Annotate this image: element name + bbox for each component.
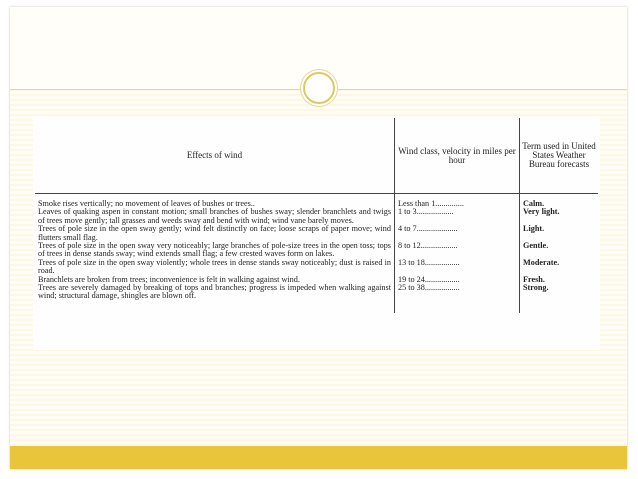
table-row (35, 242, 598, 259)
header-velocity: Wind class, velocity in miles per hour (395, 118, 520, 194)
effect-cell: Trees of pole size in the open sway violently; whole trees in dense stands sway noticeably; dust is raised in road. (38, 257, 391, 276)
velocity-cell: 1 to 3.................. (398, 207, 454, 217)
term-cell: Gentle. (523, 241, 549, 251)
effect-cell: Trees are severely damaged by breaking of tops and branches; progress is impeded when walking against wind; structural damage, shingles are blown off. (38, 283, 391, 301)
term-cell: Moderate. (523, 257, 560, 267)
term-cell: Calm. (523, 199, 545, 208)
term-cell: Light. (523, 224, 545, 234)
velocity-cell: 4 to 7.................... (398, 224, 458, 234)
velocity-cell: Less than 1.............. (398, 199, 464, 208)
table-header-row (35, 118, 598, 194)
slide-footer-band (10, 446, 627, 469)
header-term: Term used in United States Weather Bureau forecasts (520, 118, 599, 194)
effect-cell: Smoke rises vertically; no movement of leaves of bushes or trees.. (38, 199, 255, 208)
effect-cell: Trees of pole size in the open sway very noticeably; large branches of pole-size trees in the open toss; tops of trees in dense stands sway; wind extends small flag; a few crested waves form on lakes. (38, 241, 391, 259)
velocity-cell: 13 to 18................. (398, 257, 460, 267)
term-cell: Very light. (523, 207, 560, 217)
header-effects: Effects of wind (35, 118, 395, 194)
table-row (35, 284, 598, 301)
term-cell: Fresh. (523, 274, 545, 284)
table-row (35, 208, 598, 225)
table-row (35, 225, 598, 242)
effect-cell: Branchlets are broken from trees; inconvenience is felt in walking against wind. (38, 274, 300, 284)
wind-scale-table (35, 118, 598, 313)
velocity-cell: 19 to 24................. (398, 274, 460, 284)
effect-cell: Leaves of quaking aspen in constant motion; small branches of bushes sway; slender branchlets and twigs of trees move gently; tall grasses and weeds sway and bend with wind; wind vane barely moves. (38, 207, 391, 225)
velocity-cell: 25 to 38................. (398, 283, 460, 293)
term-cell: Strong. (523, 283, 549, 293)
scanned-wind-table (33, 118, 600, 350)
spacer-row (35, 301, 598, 313)
effect-cell: Trees of pole size in the open sway gently; wind felt distinctly on face; loose scraps of paper move; wind flutters small flag. (38, 224, 391, 242)
table-row (35, 259, 598, 276)
velocity-cell: 8 to 12.................. (398, 241, 458, 251)
circle-ornament-icon (303, 72, 335, 104)
